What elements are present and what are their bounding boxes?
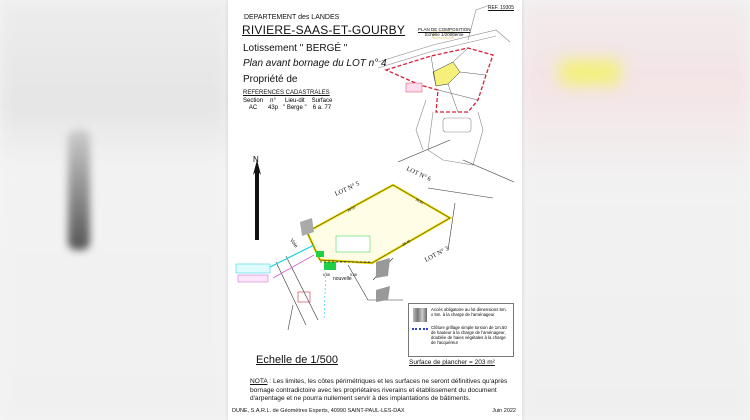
fence-line-icon: [412, 328, 428, 332]
col-surface: Surface: [311, 98, 333, 104]
lot6-label: LOT N° 6: [405, 165, 432, 183]
legend-box: [408, 303, 514, 357]
commune-title: RIVIERE-SAAS-ET-GOURBY: [242, 23, 406, 37]
scale-label: Echelle de 1/500: [256, 354, 338, 366]
blurred-highlight: [560, 60, 620, 85]
plan-title: Plan avant bornage du LOT n° 4: [243, 58, 387, 69]
cell-surface: 6 a. 77: [312, 105, 332, 111]
cell-lieu-dit: " Berge ": [283, 105, 307, 111]
nota-paragraph: [250, 378, 520, 404]
owner-label: Propriété de: [243, 74, 298, 85]
col-number: n°: [270, 98, 276, 104]
col-section: Section: [243, 98, 264, 104]
survey-plan-page: [228, 0, 522, 420]
nota-label: NOTA: [250, 378, 268, 385]
footer-date: Juin 2022: [492, 408, 516, 414]
cell-section: AC: [248, 105, 258, 111]
cadastral-references-heading: REFERENCES CADASTRALES: [243, 90, 330, 96]
composition-plan-label: PLAN DE COMPOSITION Echelle 1/2000ème: [418, 27, 471, 37]
blurred-background-right: [522, 0, 750, 420]
cadastral-table: [243, 98, 337, 112]
north-label: N: [253, 155, 259, 164]
north-arrow-icon: [253, 155, 261, 240]
legend-fence: Clôture grillage simple torsion de 1m.50 de hauteur à la charge de l'aménageur, doublée de haies végétales à la charge de l'acquéreur: [431, 325, 507, 345]
legend-access: Accès obligatoire au lot dimensions 5m. x 5m. à la charge de l'aménageur: [431, 307, 507, 317]
blurred-background-left: [0, 0, 228, 420]
lotissement-name: Lotissement " BERGÉ ": [243, 43, 348, 54]
blurred-north-arrow: [68, 130, 90, 250]
svg-text:6.88: 6.88: [323, 273, 330, 277]
cell-number: 43p: [268, 105, 279, 111]
svg-text:Voie: Voie: [288, 237, 299, 250]
svg-text:5.88: 5.88: [350, 273, 357, 277]
svg-text:19.91: 19.91: [414, 197, 425, 206]
access-hatch-icon: [413, 308, 427, 322]
nota-text: : Les limites, les côtes périmétriques et les surfaces ne seront définitives qu'après bornage contradictoire avec les propriétaires riverains et établissement du document d'arpentage et ne pourra nullement servir à des implantations de bâtiments.: [250, 378, 508, 402]
floor-area: Surface de plancher = 203 m²: [409, 359, 495, 366]
footer-company: DUNE, S.A.R.L. de Géomètres Experts, 40990 SAINT-PAUL-LES-DAX: [232, 408, 405, 414]
svg-text:nouvelle: nouvelle: [333, 276, 352, 282]
svg-text:28.00: 28.00: [346, 205, 357, 213]
department: DEPARTEMENT des LANDES: [244, 14, 340, 21]
col-lieu-dit: Lieu-dit: [284, 98, 305, 104]
lot5-label: LOT N° 5: [333, 180, 361, 198]
lot3-label: LOT N° 3: [423, 245, 451, 264]
svg-text:28.46: 28.46: [401, 239, 412, 247]
reference-number: REF. 19305: [487, 5, 514, 11]
